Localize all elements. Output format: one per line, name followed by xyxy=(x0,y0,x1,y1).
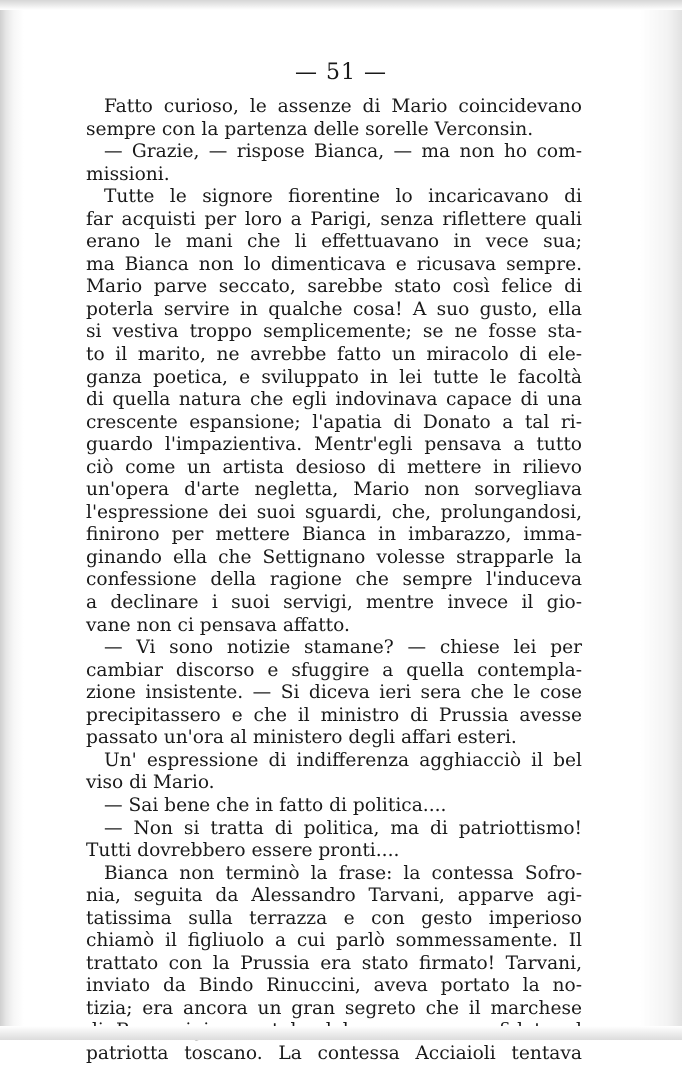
text-line: zione insistente. — Si diceva ieri sera che le cose xyxy=(86,682,582,704)
text-line: ciò come un artista desioso di mettere in rilievo xyxy=(86,456,582,478)
text-line: tizia; era ancora un gran segreto che il marchese xyxy=(86,997,582,1019)
text-line: tatissima sulla terrazza e con gesto imperioso xyxy=(86,907,582,929)
text-line: passato un'ora al ministero degli affari esteri. xyxy=(86,727,517,749)
text-line: si vestiva troppo semplicemente; se ne fosse sta- xyxy=(86,321,582,343)
text-line: finirono per mettere Bianca in imbarazzo, imma- xyxy=(86,524,582,546)
text-line: precipitassero e che il ministro di Prussia avesse xyxy=(86,704,582,726)
text-line: to il marito, ne avrebbe fatto un miracolo di ele- xyxy=(86,344,582,366)
text-line: Fatto curioso, le assenze di Mario coincidevano xyxy=(104,96,582,117)
text-line: guardo l'impazientiva. Mentr'egli pensava a tutto xyxy=(86,434,582,456)
text-line: vane non ci pensava affatto. xyxy=(86,614,350,636)
text-line: poterla servire in qualche cosa! A suo gusto, ella xyxy=(86,298,582,320)
page-bottom-edge xyxy=(0,1026,682,1040)
text-line: ma Bianca non lo dimenticava e ricusava sempre. xyxy=(86,253,582,275)
text-line: Mario parve seccato, sarebbe stato così felice di xyxy=(86,276,582,298)
text-line: a declinare i suoi servigi, mentre invece il gio- xyxy=(86,592,582,614)
text-line: l'espressione dei suoi sguardi, che, prolungandosi, xyxy=(86,501,582,523)
text-line: chiamò il figliuolo a cui parlò sommessamente. Il xyxy=(86,930,582,952)
text-line: di quella natura che egli indovinava capace di una xyxy=(86,389,582,411)
text-line: inviato da Bindo Rinuccini, aveva portato la no- xyxy=(86,975,582,997)
text-line: confessione della ragione che sempre l'induceva xyxy=(86,569,582,591)
text-line: Bianca non terminò la frase: la contessa Sofro- xyxy=(104,862,582,884)
text-line: trattato con la Prussia era stato firmato! Tarvani, xyxy=(86,952,582,974)
text-line: Tutti dovrebbero essere pronti.... xyxy=(86,840,400,862)
text-line: sempre con la partenza delle sorelle Verconsin. xyxy=(86,118,534,140)
text-line: erano le mani che li effettuavano in vece sua; xyxy=(86,231,582,253)
text-line: — Vi sono notizie stamane? — chiese lei per xyxy=(104,637,582,659)
text-line: missioni. xyxy=(86,163,170,185)
body-text xyxy=(86,96,582,1066)
page-number: — 51 — xyxy=(295,60,387,85)
text-line: un'opera d'arte negletta, Mario non sorvegliava xyxy=(86,479,582,501)
text-line: patriotta toscano. La contessa Acciaioli tentava xyxy=(86,1042,582,1064)
page-top-edge xyxy=(0,0,682,10)
text-line: — Grazie, — rispose Bianca, — ma non ho com- xyxy=(104,141,582,163)
text-line: cambiar discorso e sfuggire a quella contempla- xyxy=(86,659,582,681)
text-line: far acquisti per loro a Parigi, senza riflettere quali xyxy=(86,208,582,230)
text-line: — Non si tratta di politica, ma di patriottismo! xyxy=(104,817,582,839)
text-line: — Sai bene che in fatto di politica.... xyxy=(104,794,447,816)
text-line: ginando ella che Settignano volesse strapparle la xyxy=(86,546,582,568)
text-line: viso di Mario. xyxy=(86,772,215,794)
text-line: crescente espansione; l'apatia di Donato a tal ri- xyxy=(86,411,582,433)
text-line: Un' espressione di indifferenza agghiacciò il bel xyxy=(104,749,582,771)
text-line: Tutte le signore fiorentine lo incaricavano di xyxy=(104,186,582,208)
text-line: ganza poetica, e sviluppato in lei tutte le facoltà xyxy=(86,366,582,388)
text-line: nia, seguita da Alessandro Tarvani, apparve agi- xyxy=(86,885,582,907)
